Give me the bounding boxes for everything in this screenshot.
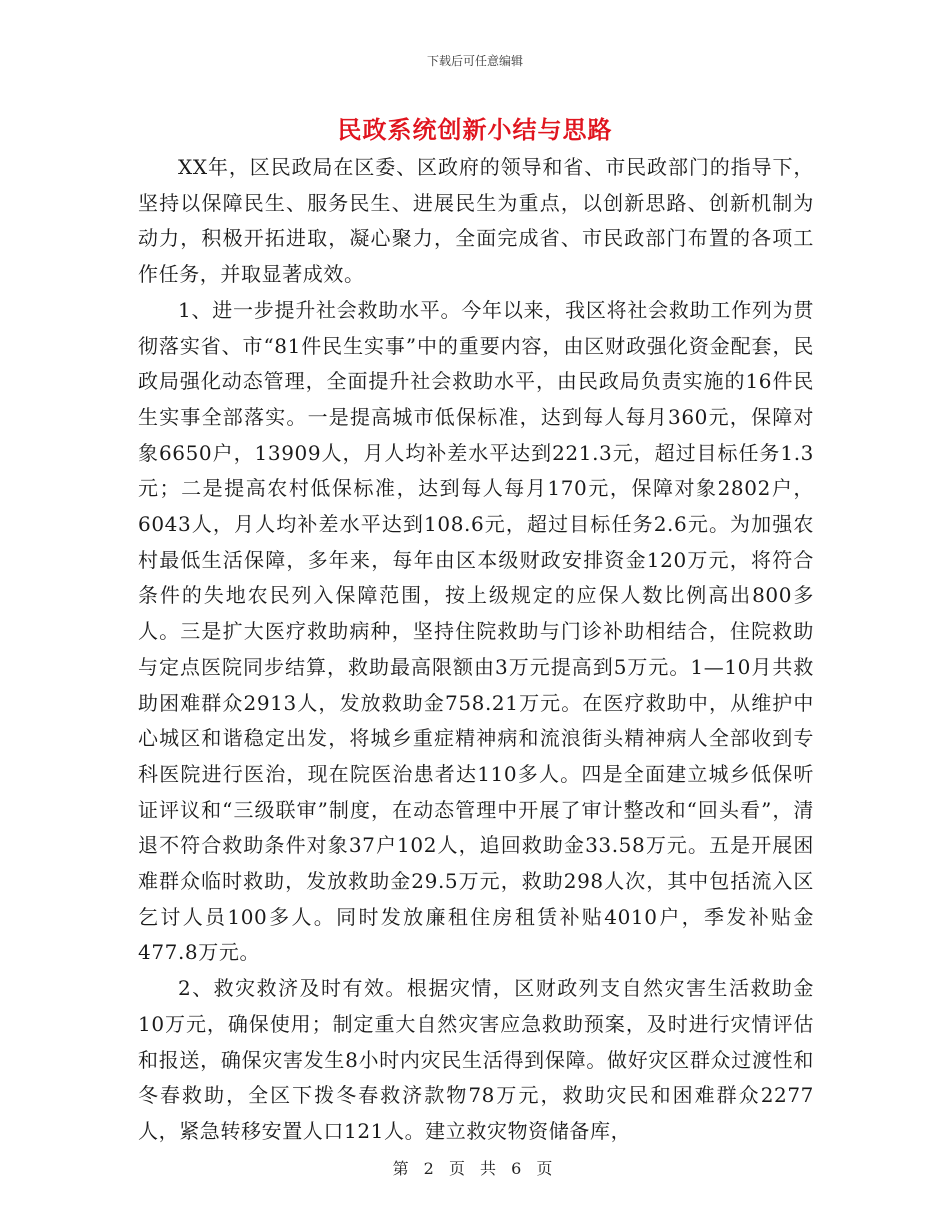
- page-number: 第 2 页 共 6 页: [392, 1159, 558, 1178]
- paragraph-disaster-relief: 2、救灾救济及时有效。根据灾情，区财政列支自然灾害生活救助金10万元，确保使用；制定重大自然灾害应急救助预案，及时进行灾情评估和报送，确保灾害发生8小时内灾民生活得到保障。做好灾区群众过渡性和冬春救助，全区下拨冬春救济款物78万元，救助灾民和困难群众2277人，紧急转移安置人口121人。建立救灾物资储备库，: [138, 976, 814, 1143]
- document-body: [138, 150, 814, 1150]
- paragraph-intro: XX年，区民政局在区委、区政府的领导和省、市民政部门的指导下，坚持以保障民生、服务民生、进展民生为重点，以创新思路、创新机制为动力，积极开拓进取，凝心聚力，全面完成省、市民政部门布置的各项工作任务，并取显著成效。: [138, 155, 814, 287]
- document-title: 民政系统创新小结与思路: [337, 116, 613, 144]
- header-note: 下载后可任意编辑: [426, 54, 523, 68]
- paragraph-social-assistance: 1、进一步提升社会救助水平。今年以来，我区将社会救助工作列为贯彻落实省、市“81件民生实事”中的重要内容，由区财政强化资金配套，民政局强化动态管理，全面提升社会救助水平，由民政局负责实施的16件民生实事全部落实。一是提高城市低保标准，达到每人每月360元，保障对象6650户，13909人，月人均补差水平达到221.3元，超过目标任务1.3元；二是提高农村低保标准，达到每人每月170元，保障对象2802户，6043人，月人均补差水平达到108.6元，超过目标任务2.6元。为加强农村最低生活保障，多年来，每年由区本级财政安排资金120万元，将符合条件的失地农民列入保障范围，按上级规定的应保人数比例高出800多人。三是扩大医疗救助病种，坚持住院救助与门诊补助相结合，住院救助与定点医院同步结算，救助最高限额由3万元提高到5万元。1—10月共救助困难群众2913人，发放救助金758.21万元。在医疗救助中，从维护中心城区和谐稳定出发，将城乡重症精神病和流浪街头精神病人全部收到专科医院进行医治，现在院医治患者达110多人。四是全面建立城乡低保听证评议和“三级联审”制度，在动态管理中开展了审计整改和“回头看”，清退不符合救助条件对象37户102人，追回救助金33.58万元。五是开展困难群众临时救助，发放救助金29.5万元，救助298人次，其中包括流入区乞讨人员100多人。同时发放廉租住房租赁补贴4010户，季发补贴金477.8万元。: [138, 297, 814, 965]
